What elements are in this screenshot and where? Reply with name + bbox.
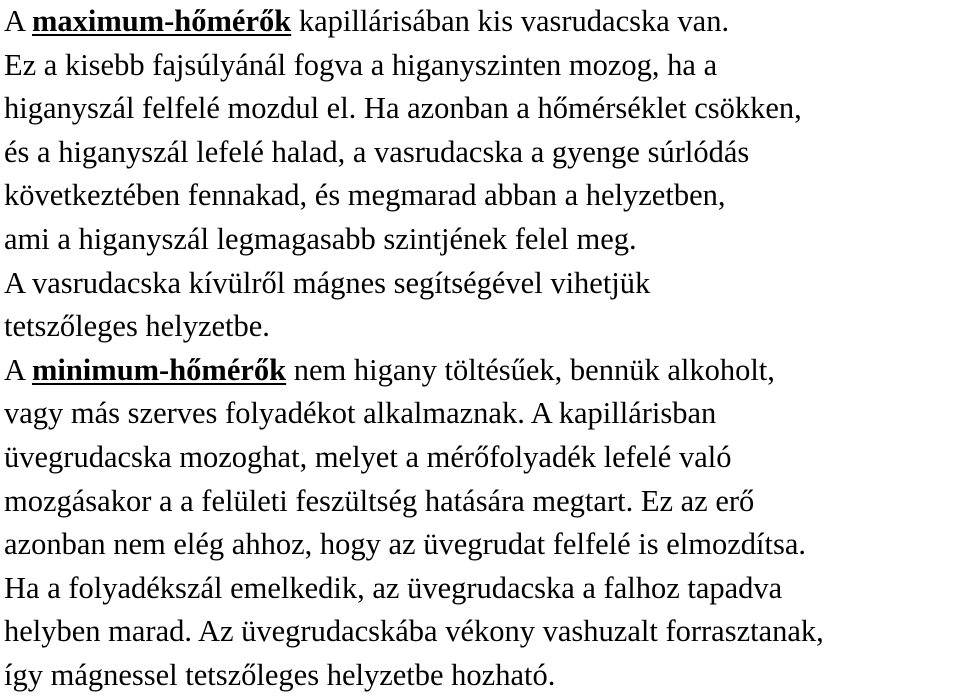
text-line: ami a higanyszál legmagasabb szintjének felel meg. bbox=[4, 221, 637, 256]
line-suffix: kapillárisában kis vasrudacska van. bbox=[291, 4, 730, 38]
document-body bbox=[4, 0, 956, 698]
text-line: mozgásakor a a felületi feszültség hatására megtart. Ez az erő bbox=[4, 483, 755, 518]
text-line: higanyszál felfelé mozdul el. Ha azonban a hőmérséklet csökken, bbox=[4, 91, 802, 126]
text-line bbox=[4, 0, 956, 44]
text-line: helyben marad. Az üvegrudacskába vékony vashuzalt forrasztanak, bbox=[4, 614, 824, 649]
text-line: Ez a kisebb fajsúlyánál fogva a higanyszinten mozog, ha a bbox=[4, 47, 718, 82]
text-line: tetszőleges helyzetbe. bbox=[4, 309, 270, 344]
text-line: azonban nem elég ahhoz, hogy az üvegrudat felfelé is elmozdítsa. bbox=[4, 527, 806, 562]
line-prefix: A bbox=[4, 352, 32, 387]
text-line: üvegrudacska mozoghat, melyet a mérőfolyadék lefelé való bbox=[4, 439, 732, 474]
text-line: A vasrudacska kívülről mágnes segítségével vihetjük bbox=[4, 265, 651, 300]
text-line: így mágnessel tetszőleges helyzetbe hozható. bbox=[4, 657, 556, 692]
text-line: következtében fennakad, és megmarad abban a helyzetben, bbox=[4, 178, 726, 213]
term-link-minimum-thermometer[interactable]: minimum-hőmérők bbox=[31, 352, 287, 387]
paragraph-minimum-thermometer bbox=[4, 349, 956, 698]
text-line: és a higanyszál lefelé halad, a vasrudacska a gyenge súrlódás bbox=[4, 134, 750, 169]
text-line: vagy más szerves folyadékot alkalmaznak. A kapillárisban bbox=[4, 396, 717, 431]
term-link-maximum-thermometer[interactable]: maximum-hőmérők bbox=[31, 4, 292, 38]
text-line bbox=[4, 349, 956, 393]
line-suffix: nem higany töltésűek, bennük alkoholt, bbox=[286, 352, 775, 387]
text-line: Ha a folyadékszál emelkedik, az üvegrudacska a falhoz tapadva bbox=[4, 570, 783, 605]
line-prefix: A bbox=[4, 4, 32, 38]
paragraph-maximum-thermometer bbox=[4, 0, 956, 349]
